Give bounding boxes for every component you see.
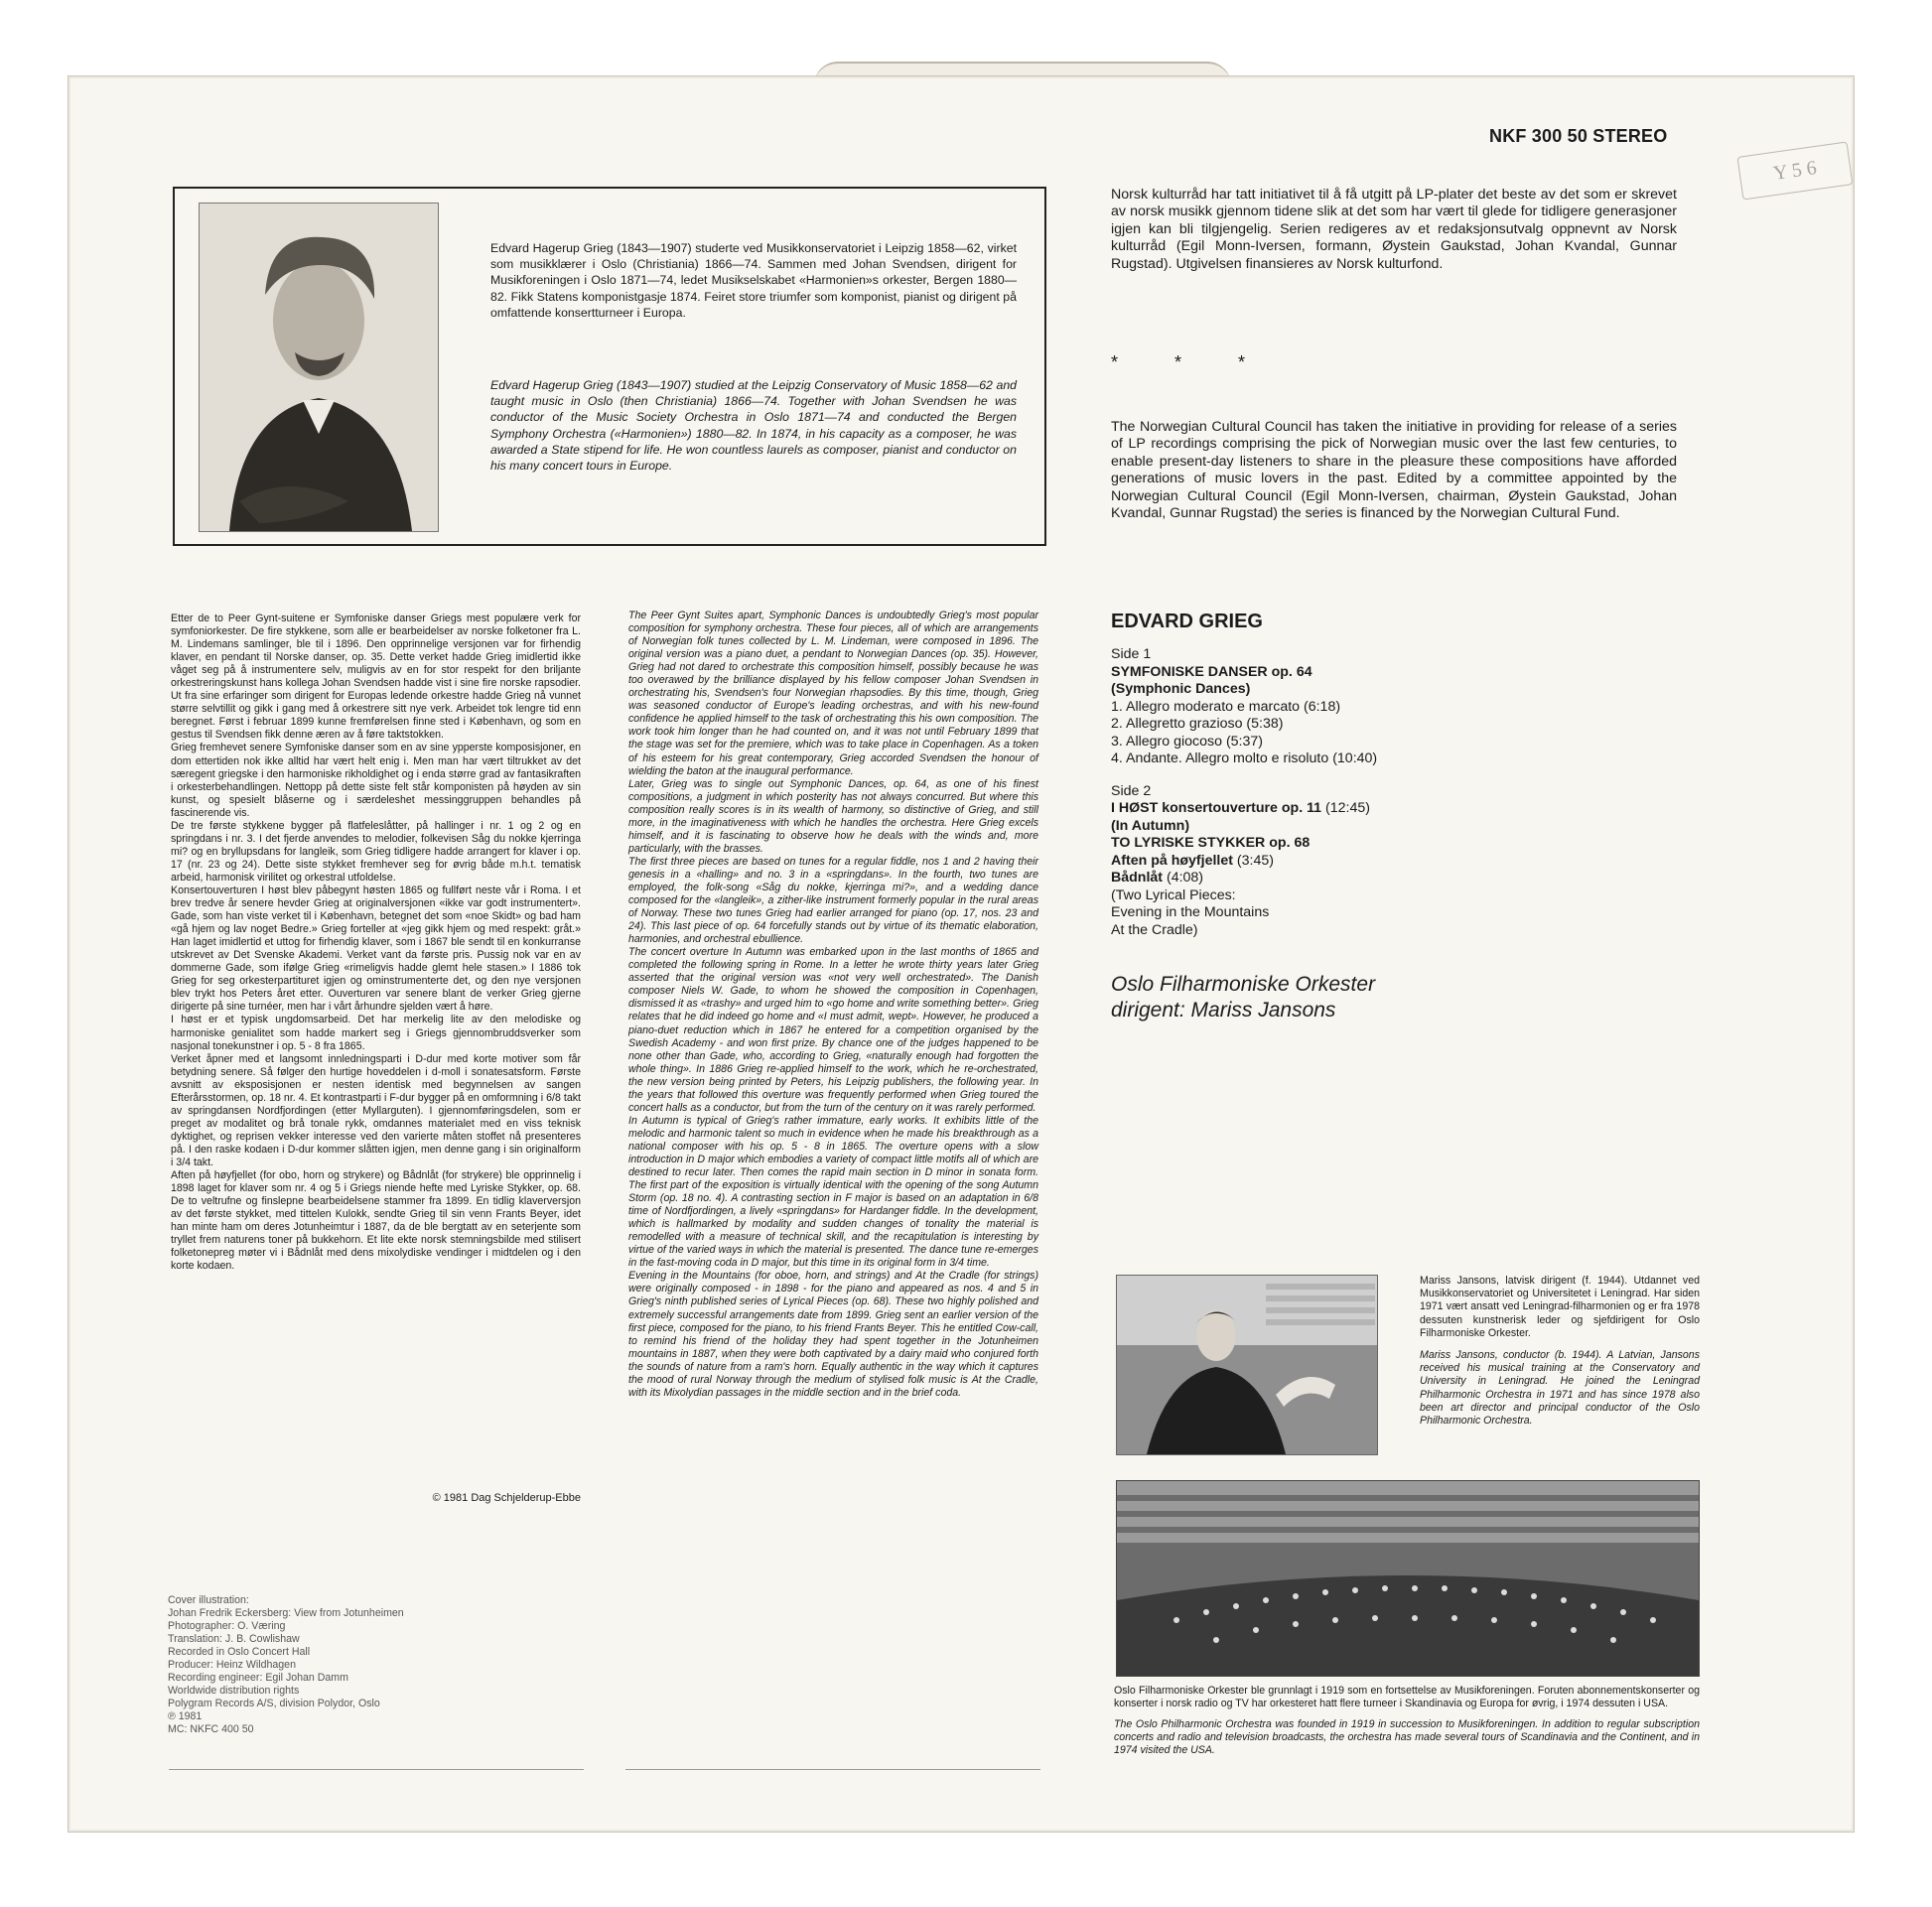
notes-paragraph: De tre første stykkene bygger på flatfeleslåtter, på hallinger i nr. 1 og 2 og en springdans i nr. 3. I det fjerde anvendes to melodier, folkevisen Såg du nokke kjerringa mi? og en bryllupsdans for langleik, som Grieg tidligere hadde arrangert for klaver i op. 17 (nr. 23 og 24). Dette siste stykket fremhever seg for øvrig både m.h.t. tematisk arbeid, harmonisk virilitet og orkestral utfoldelse. [171, 819, 581, 884]
credit-line: ℗ 1981 [168, 1710, 203, 1722]
conductor-photo [1116, 1275, 1378, 1455]
orchestra-photo [1116, 1480, 1700, 1677]
notes-paragraph: In Autumn is typical of Grieg's rather immature, early works. It exhibits little of the melodic and harmonic talent so much in evidence when he made his breakthrough as a national composer with his op. 5 - 8 in 1865. The overture opens with a slow introduction in D major which embodies a variety of compact little motifs all of which are destined to recur later. Then comes the rapid main section in D minor in sonata form. The first part of the exposition is virtually identical with the opening of the song Autumn Storm (op. 18 no. 4). A contrasting section in F major is based on an adaptation in 6/8 time of Nordfjordingen, a lively «springdans» for Hardanger fiddle. In the development, which is hallmarked by modality and sudden changes of tonality the material is remodelled with a measure of technical skill, and the recapitulation is interesting by virtue of the varied ways in which the material is presented. The dance tune re-emerges in the fast-moving coda in D major, but this time in its original form in 3/4 time. [628, 1114, 1038, 1270]
track-item [1111, 800, 1377, 818]
orchestra-caption-english: The Oslo Philharmonic Orchestra was founded in 1919 in succession to Musikforeningen. In addition to regular subscription concerts and radio and television broadcasts, the orchestra has made several tours of Scandinavia and the Continent, and in 1974 visited the USA. [1114, 1718, 1700, 1756]
track-item: 1. Allegro moderato e marcato (6:18) [1111, 698, 1341, 715]
intro-norwegian: Norsk kulturråd har tatt initiativet til å få utgitt på LP-plater det beste av det som er skrevet av norsk musikk gjennom tidene slik at det som har vært til glede for tidligere generasjoner igjen kan bli tilgjengelig. Serien redigeres av et redaksjonsutvalg oppnevnt av Norsk kulturråd (Egil Monn-Iversen, formann, Øystein Gaukstad, Johan Kvandal, Gunnar Rugstad). Utgivelsen finansieres av Norsk kulturfond. [1111, 187, 1677, 272]
conductor-bio-english: Mariss Jansons, conductor (b. 1944). A Latvian, Jansons received his musical training at the Conservatory and University in Leningrad. He joined the Leningrad Philharmonic Orchestra in 1971 and has since 1978 also been art director and principal conductor of the Oslo Philharmonic Orchestra. [1420, 1349, 1700, 1428]
track-duration: (4:08) [1163, 870, 1204, 885]
credit-line: Recording engineer: Egil Johan Damm [168, 1672, 348, 1684]
credit-line: Worldwide distribution rights [168, 1685, 300, 1697]
portrait-engraving-icon [200, 204, 438, 531]
piece-title: Bådnlåt [1111, 870, 1164, 885]
composer-title: EDVARD GRIEG [1111, 611, 1263, 632]
work-title: I HØST konsertouverture op. 11 [1111, 800, 1322, 816]
credit-line: Recorded in Oslo Concert Hall [168, 1646, 311, 1658]
orchestra-caption-norwegian: Oslo Filharmoniske Orkester ble grunnlagt i 1919 som en fortsettelse av Musikforeningen. Foruten abonnementskonserter og konserter i norsk radio og TV har orkesteret hatt flere turneer i Skandinavia og Europa for øvrig, i 1974 dessuten i USA. [1114, 1685, 1700, 1709]
notes-paragraph: The Peer Gynt Suites apart, Symphonic Dances is undoubtedly Grieg's most popular composition for symphony orchestra. These four pieces, all of which are arrangements of Norwegian folk tunes collected by L. M. Lindeman, were composed in 1896. The original version was a piano duet, a pendant to Norwegian Dances (op. 35). However, Grieg had not dared to orchestrate this composition himself, possibly because he was too overawed by the brilliance displayed by his fellow composer Johan Svendsen in orchestrating his, Svendsen's four Norwegian rhapsodies. By this time, though, Grieg was seasoned conductor of Europe's leading orchestras, and with his new-found confidence he applied himself to the task of orchestrating this his own composition. The work took him longer than he had counted on, and it was not until February 1899 that the stage was set for the premiere, which was to take place in Copenhagen. As a token of his esteem for his great contemporary, Grieg accorded Svendsen the honour of wielding the baton at the inaugural performance. [628, 610, 1038, 777]
notes-paragraph: Etter de to Peer Gynt-suitene er Symfoniske danser Griegs mest populære verk for symfoniorkester. De fire stykkene, som alle er bearbeidelser av norske folketoner fra L. M. Lindemans samlinger, ble til i 1896. Den opprinnelige versjonen var for firhendig klaver, en pendant til Norske danser, op. 35. Dette verket hadde Grieg imidlertid ikke våget seg på å instrumentere selv, muligvis av en for stor respekt for den briljante orkestreringskunst hans kollega Johan Svendsen hadde vist i sine fire norske rapsodier. Ut fra sine erfaringer som dirigent for Europas ledende orkestre hadde Grieg nå vunnet større selvtillit og gikk i gang med å orkestrere sitt nye verk. Arbeidet tok lengre tid enn beregnet. Først i februar 1899 kunne fremførelsen finne sted i København, og som en gestus til Svendsen fikk denne æren av å føre taktstokken. [171, 613, 581, 742]
orchestra-photo-icon [1117, 1481, 1699, 1676]
catalog-number: NKF 300 50 STEREO [1489, 126, 1668, 146]
work-title-en: (In Autumn) [1111, 817, 1190, 834]
side-label: Side 2 [1111, 782, 1152, 799]
credit-line: Photographer: O. Væring [168, 1620, 286, 1632]
conductor-bio [1420, 1275, 1700, 1436]
performers [1111, 972, 1375, 1023]
orchestra-caption [1114, 1685, 1700, 1765]
notes-paragraph: Evening in the Mountains (for oboe, horn, and strings) and At the Cradle (for strings) were originally composed - in 1898 - for the piano and appeared as nos. 4 and 5 in Grieg's ninth published series of Lyrical Pieces (op. 68). These two highly polished and extremely successful arrangements date from 1899. Grieg sent an earlier version of the first piece, composed for the piano, to his friend Frants Beyer. This he entitled Cow-call, to remind his friend of the holiday they had spent together in the Jotunheimen mountains in 1887, when they were both captivated by a dairy maid who conjured forth the sounds of nature from a ram's horn. Equally authentic in the way which it captures the mood of rural Norway through the medium of stylised folk music is At the Cradle, with its Mixolydian passages in the middle section and in the brief coda. [628, 1270, 1038, 1399]
conductor-bio-norwegian: Mariss Jansons, latvisk dirigent (f. 1944). Utdannet ved Musikkonservatoriet og Universitetet i Leningrad. Har siden 1971 vært ansatt ved Leningrad-filharmonien og er fra 1978 dessuten kunstnerisk leder og sjefdirigent for Oslo Filharmoniske Orkester. [1420, 1275, 1700, 1339]
track-item: 3. Allegro giocoso (5:37) [1111, 733, 1263, 749]
credit-line: Producer: Heinz Wildhagen [168, 1659, 296, 1671]
conductor-name: dirigent: Mariss Jansons [1111, 999, 1336, 1022]
bio-norwegian: Edvard Hagerup Grieg (1843—1907) studerte ved Musikkonservatoriet i Leipzig 1858—62, virket som musikklærer i Oslo (Christiania) 1866—74. Sammen med Johan Svendsen, dirigent for Musikforeningen i Oslo 1871—74, ledet Musikselskabet «Harmonien»s orkester, Bergen 1880—82. Fikk Statens komponistgasje 1874. Feiret store triumfer som komponist, pianist og dirigent på omfattende konsertturneer i Europa. [490, 241, 1017, 320]
track-item: 2. Allegretto grazioso (5:38) [1111, 716, 1284, 732]
divider [169, 1769, 584, 1770]
divider [625, 1769, 1040, 1770]
notes-paragraph: Grieg fremhevet senere Symfoniske danser som en av sine ypperste komposisjoner, en dom ettertiden nok ikke alltid har vært helt enig i. Men man har vært tiltrukket av det særegent griegske i den harmoniske rikholdighet og i enda større grad av fantasikraften i orkesterbehandlingen. Nettopp på dette siste felt står komponisten på høyden av sin kunst, og spesielt blåserne og i særdeleshet messinggruppen behandles på fascinerende vis. [171, 742, 581, 819]
credit-line: MC: NKFC 400 50 [168, 1723, 254, 1735]
notes-paragraph: Konsertouverturen I høst blev påbegynt høsten 1865 og fullført neste vår i Roma. I et brev tredve år senere hevder Grieg at originalversjonen «ikke var godt instrumentert». Gade, som han viste verket til i København, betegnet det som «noe Skidt» og bad ham «gå hjem og lav noget Bedre.» Grieg forteller at «jeg gikk hjem og med respekt: gråt.» Han laget imidlertid et uttog for firhendig klaver, som i 1867 ble sendt til en konkurranse utskrevet av Det Svenske Akademi. Verket vant da første pris. Pussig nok var en av dommerne Gade, som ifølge Grieg «rimeligvis hadde glemt hele stasen.» I 1886 tok Grieg for seg orkesterpartituret igjen og ominstrumenterte det, og den nye versjonen blev trykt hos Peters året etter. Ouverturen var senere blant de verker Grieg gjerne dirigerte på sine turnéer, men har i vårt århundre sjelden vært å høre. [171, 884, 581, 1014]
work-title-en: (Symphonic Dances) [1111, 681, 1251, 697]
liner-notes-norwegian [171, 613, 581, 1273]
track-listing [1111, 646, 1377, 939]
work-title: SYMFONISKE DANSER op. 64 [1111, 663, 1312, 680]
handwritten-stamp: Y 5 6 [1736, 141, 1853, 200]
track-duration: (12:45) [1321, 800, 1370, 816]
track-item [1111, 870, 1377, 887]
side-label: Side 1 [1111, 646, 1152, 662]
track-item [1111, 853, 1377, 871]
work-title: TO LYRISKE STYKKER op. 68 [1111, 835, 1311, 851]
bio-english: Edvard Hagerup Grieg (1843—1907) studied at the Leipzig Conservatory of Music 1858—62 and taught music in Oslo (then Christiania) 1866—74. Together with Johan Svendsen he was conductor of the Music Society Orchestra in Oslo 1871—74 and conducted the Bergen Symphony Orchestra («Harmonien») 1880—82. In 1874, in his capacity as a composer, he was awarded a State stipend for life. He won countless laurels as composer, pianist and conductor on his many concert tours in Europe. [490, 378, 1017, 474]
credit-line: Johan Fredrik Eckersberg: View from Jotunheimen [168, 1607, 404, 1619]
track-duration: (3:45) [1232, 852, 1274, 869]
credit-line: Translation: J. B. Cowlishaw [168, 1633, 300, 1645]
notes-paragraph: Verket åpner med et langsomt innledningsparti i D-dur med korte motiver som får betydning senere. Så følger den hurtige hoveddelen i d-moll i sonatesatsform. Første avsnitt av eksposisjonen er nesten identisk med begynnelsen av sangen Efterårsstormen, op. 18 nr. 4. Et kontrastparti i F-dur bygger på en omformning i 6/8 takt av springdansen Nordfjordingen (etter Myllarguten). I gjennomføringsdelen, som er preget av modalitet og brå tonale rykk, omdannes materialet med en viss teknisk dyktighet, og reprisen vekker interesse ved den varierte måten stoffet nå presenteres på. I den raske kodaen i D-dur kommer slåtten igjen, men denne gang i sin originalform i 3/4 takt. [171, 1052, 581, 1168]
credit-line: Polygram Records A/S, division Polydor, Oslo [168, 1698, 380, 1709]
grieg-portrait-image [199, 203, 439, 532]
liner-notes-english [628, 610, 1038, 1400]
piece-title: Aften på høyfjellet [1111, 852, 1233, 869]
work-title-en: Evening in the Mountains [1111, 904, 1270, 920]
notes-paragraph: Later, Grieg was to single out Symphonic Dances, op. 64, as one of his finest compositions, a judgment in which posterity has not always concurred. But where this composition really scores is in its wealth of harmony, so distinctive of Grieg, and still more, in the imaginativeness with which he handles the orchestra. Here Grieg excels himself, and it is fascinating to observe how he deals with the winds and, more particularly, with the brasses. [628, 777, 1038, 855]
production-credits [168, 1594, 404, 1736]
notes-author: © 1981 Dag Schjelderup-Ebbe [432, 1492, 581, 1504]
track-item: 4. Andante. Allegro molto e risoluto (10:40) [1111, 750, 1378, 766]
notes-paragraph: The concert overture In Autumn was embarked upon in the last months of 1865 and completed the following spring in Rome. In a letter he wrote thirty years later Grieg asserted that the original version was «not very well orchestrated». The Danish composer Niels W. Gade, to whom he showed the composition in Copenhagen, dismissed it as «trashy» and urged him to «go home and write something better». Grieg relates that he did indeed go home and «I must admit, wept». However, he produced a piano-duet reduction which in 1867 he entered for a competition organised by the Swedish Academy - and won first prize. By chance one of the judges happened to be none other than Gade, who, according to Grieg, «naturally enough had forgotten the whole thing». In 1886 Grieg re-applied himself to the work, which he re-orchestrated, the new version being printed by Peters, his Leipzig publishers, the following year. In the years that followed this overture was frequently performed when Grieg toured the concert halls as a conductor, but from the turn of the century on it was rarely performed. [628, 946, 1038, 1114]
notes-paragraph: The first three pieces are based on tunes for a regular fiddle, nos 1 and 2 having their genesis in a «halling» and no. 3 in a «springdans». In the fourth, two tunes are employed, the folk-song «Såg du nokke, kjerringa mi?», and a wedding dance composed for the «langleik», a zither-like instrument formerly popular in the rural areas of Norway. These two tunes Grieg had earlier arranged for piano (op. 17, nos. 23 and 24). This last piece of op. 64 forcefully stands out by virtue of its thematic elaboration, harmonies, and orchestral ebullience. [628, 855, 1038, 946]
notes-paragraph: Aften på høyfjellet (for obo, horn og strykere) og Bådnlåt (for strykere) ble opprinnelig i 1898 laget for klaver som nr. 4 og 5 i Griegs niende hefte med Lyriske Stykker, op. 68. De to veltrufne og finslepne bearbeidelsene stammer fra 1899. En tidlig klaverversjon av det første stykket, med tittelen Kulokk, sendte Grieg til sin venn Frants Beyer, idet han minte ham om deres Jotunheimtur i 1887, da de ble bergtatt av en seterjente som tryllet frem naturens toner på bukkehorn. Et lite ekte norsk stemningsbilde med stilisert folketonepreg møter vi i Bådnlåt med dens mixolydiske vendinger i midtdelen og i den korte kodaen. [171, 1169, 581, 1273]
work-title-en: (Two Lyrical Pieces: [1111, 886, 1236, 903]
credit-line: Cover illustration: [168, 1594, 249, 1606]
composer-bio-box [173, 187, 1046, 546]
conductor-photo-icon [1117, 1276, 1377, 1454]
orchestra-name: Oslo Filharmoniske Orkester [1111, 973, 1376, 996]
section-separator: * * * [1111, 352, 1272, 372]
intro-english: The Norwegian Cultural Council has taken the initiative in providing for release of a series of LP recordings comprising the pick of Norwegian music over the last few centuries, to enable present-day listeners to share in the pleasure these compositions have afforded generations of music lovers in the past. Edited by a committee appointed by the Norwegian Cultural Council (Egil Monn-Iversen, chairman, Øystein Gaukstad, Johan Kvandal, Gunnar Rugstad) the series is financed by the Norwegian Cultural Fund. [1111, 419, 1677, 522]
notes-paragraph: I høst er et typisk ungdomsarbeid. Det har merkelig lite av den melodiske og harmoniske genialitet som hadde markert seg i Griegs gjennombruddsverker som nasjonal tonekunstner i op. 5 - 8 fra 1865. [171, 1014, 581, 1052]
work-title-en: At the Cradle) [1111, 921, 1198, 938]
